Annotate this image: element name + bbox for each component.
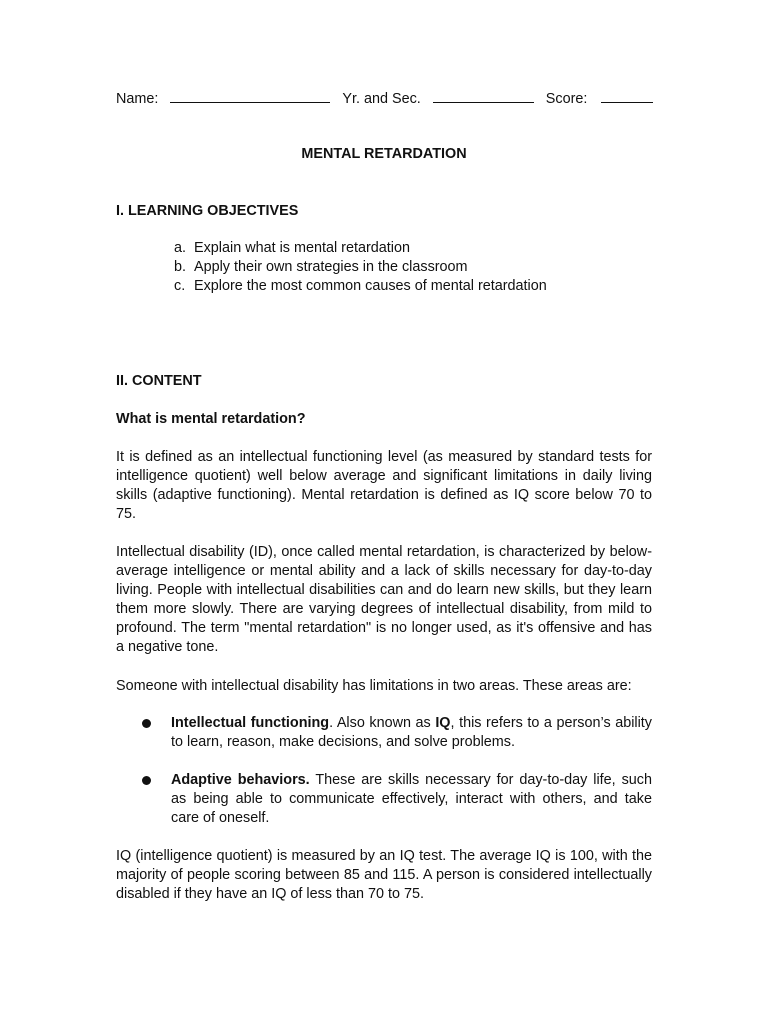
- paragraph-iq-test: IQ (intelligence quotient) is measured by an IQ test. The average IQ is 100, with the majority of people scoring between 85 and 115. A person is considered intellectually disabled if they have an IQ of less than 70 to 75.: [116, 848, 652, 902]
- bullet-icon: [142, 776, 151, 785]
- item-text: Apply their own strategies in the classroom: [194, 259, 468, 275]
- content-heading: II. CONTENT: [116, 373, 202, 389]
- objectives-heading: I. LEARNING OBJECTIVES: [116, 203, 299, 219]
- list-item: [174, 277, 547, 296]
- bullet-icon: [142, 719, 151, 728]
- score-label: Score:: [545, 91, 588, 107]
- content-subheading: What is mental retardation?: [116, 411, 306, 427]
- bullet-body: . Also known as: [329, 715, 436, 731]
- bullet-body: These are skills necessary for day-to-day life, such as being able to communicate effectively, interact with others, and take care of oneself.: [171, 772, 652, 826]
- bullet-term: Adaptive behaviors.: [171, 772, 310, 788]
- bullet-body-2: , this refers to a person’s ability to learn, reason, make decisions, and solve problems.: [171, 715, 652, 750]
- item-label: c.: [174, 278, 186, 294]
- objectives-list: [174, 239, 547, 296]
- section-blank[interactable]: [433, 88, 534, 103]
- bullet-term-2: IQ: [435, 715, 451, 731]
- section-label: Yr. and Sec.: [342, 91, 421, 107]
- item-label: b.: [174, 259, 187, 275]
- item-text: Explain what is mental retardation: [194, 240, 410, 256]
- student-info-line: [116, 88, 652, 109]
- score-blank[interactable]: [601, 88, 653, 103]
- page-title: MENTAL RETARDATION: [301, 146, 467, 162]
- paragraph-two-areas: Someone with intellectual disability has limitations in two areas. These areas are:: [116, 678, 632, 694]
- paragraph-intellectual-disability: Intellectual disability (ID), once called mental retardation, is characterized by below-average intelligence or mental ability and a lack of skills necessary for day-to-day living. People with intellectual disabilities can and do learn new skills, but they learn them more slowly. There are varying degrees of intellectual disability, from mild to profound. The term "mental retardation" is no longer used, as it's offensive and has a negative tone.: [116, 544, 652, 655]
- name-blank[interactable]: [170, 88, 330, 103]
- paragraph-definition: It is defined as an intellectual functioning level (as measured by standard tests for intelligence quotient) well below average and significant limitations in daily living skills (adaptive functioning). Mental retardation is defined as IQ score below 70 to 75.: [116, 449, 652, 522]
- bullet-text: [171, 714, 652, 752]
- item-text: Explore the most common causes of mental retardation: [194, 278, 547, 294]
- list-item: [174, 258, 547, 277]
- name-label: Name:: [116, 91, 159, 107]
- bullet-term: Intellectual functioning: [171, 715, 330, 731]
- item-label: a.: [174, 240, 187, 256]
- bullet-text: [171, 771, 652, 828]
- list-item: [174, 239, 547, 258]
